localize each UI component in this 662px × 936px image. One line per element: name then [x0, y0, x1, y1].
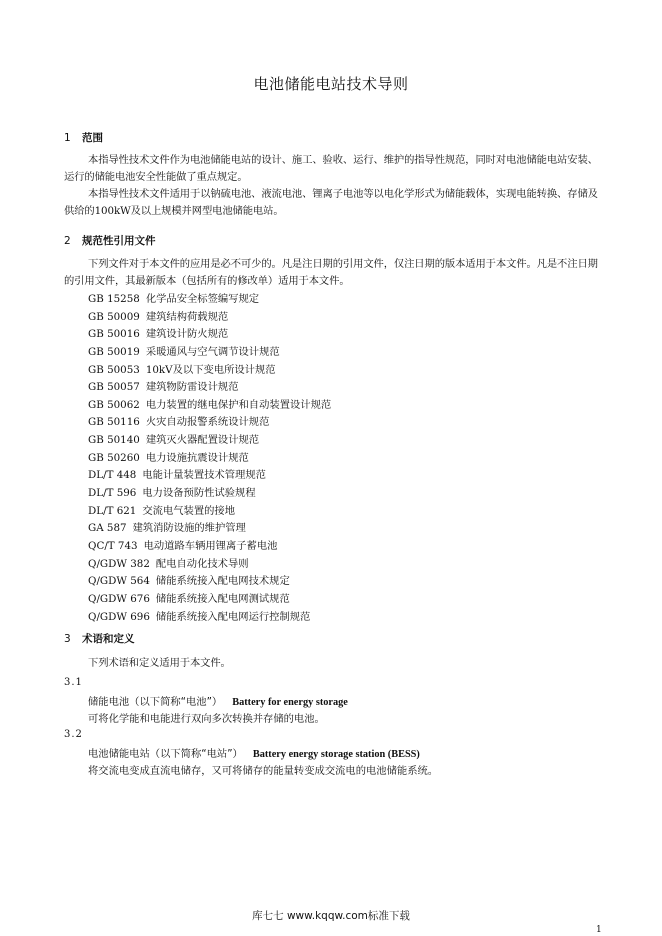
section-number: 3 [64, 633, 71, 645]
standard-code: QC/T 743 [88, 539, 138, 552]
standard-name: 化学品安全标签编写规定 [145, 293, 260, 305]
standard-name: 交流电气装置的接地 [142, 504, 236, 517]
list-item [88, 450, 331, 468]
standard-code: DL/T 448 [88, 469, 137, 482]
standard-name: 电力设施抗震设计规范 [145, 451, 249, 464]
list-item [88, 397, 331, 415]
standard-code: GB 50009 [88, 310, 140, 323]
section-title: 术语和定义 [82, 633, 135, 645]
standard-code: Q/GDW 382 [88, 557, 150, 570]
section-title: 规范性引用文件 [82, 235, 156, 247]
standard-name: 储能系统接入配电网技术规定 [155, 575, 290, 588]
standard-code: GA 587 [88, 522, 127, 535]
standard-code: GB 50062 [88, 398, 140, 411]
standard-name: 配电自动化技术导则 [155, 557, 249, 570]
standards-list [88, 291, 331, 626]
list-item [88, 467, 331, 485]
term-definition: 可将化学能和电能进行双向多次转换并存储的电池。 [88, 713, 325, 725]
section-number: 1 [64, 132, 71, 144]
list-item [88, 326, 331, 344]
standard-name: 建筑物防雷设计规范 [145, 381, 239, 394]
standard-code: Q/GDW 676 [88, 592, 150, 605]
standard-code: GB 15258 [88, 293, 140, 305]
list-item [88, 362, 331, 380]
list-item [88, 609, 331, 627]
list-item [88, 485, 331, 503]
page-number: 1 [596, 925, 602, 935]
clause-number: 3.2 [64, 729, 83, 740]
list-item [88, 591, 331, 609]
standard-name: 电动道路车辆用锂离子蓄电池 [143, 539, 278, 552]
standard-name: 电能计量装置技术管理规范 [142, 469, 266, 482]
list-item [88, 503, 331, 521]
list-item [88, 414, 331, 432]
term-entry [88, 693, 348, 708]
scope-paragraph-2: 本指导性技术文件适用于以钠硫电池、液流电池、锂离子电池等以电化学形式为储能载体，实现电能转换、存储及供给的100kW及以上规模并网型电池储能电站。 [64, 188, 598, 217]
clause-number: 3.1 [64, 677, 83, 688]
standard-name: 建筑灭火器配置设计规范 [145, 434, 260, 447]
list-item [88, 432, 331, 450]
standard-code: GB 50016 [88, 328, 140, 341]
standard-name: 电力设备预防性试验规程 [142, 487, 256, 500]
footer-watermark-text: 库七七 www.kqqw.com标准下载 [252, 910, 410, 922]
standard-code: Q/GDW 564 [88, 575, 150, 588]
list-item [88, 520, 331, 538]
references-intro: 下列文件对于本文件的应用是必不可少的。凡是注日期的引用文件，仅注日期的版本适用于本文件。凡是不注日期的引用文件，其最新版本（包括所有的修改单）适用于本文件。 [64, 258, 598, 287]
standard-name: 火灾自动报警系统设计规范 [145, 416, 270, 429]
list-item [88, 538, 331, 556]
section-heading-terms [64, 631, 135, 646]
section-number: 2 [64, 235, 71, 247]
standard-code: GB 50140 [88, 434, 140, 447]
standard-code: GB 50116 [88, 416, 140, 429]
term-english: Battery energy storage station (BESS) [252, 749, 420, 760]
standard-name: 储能系统接入配电网测试规范 [155, 592, 290, 605]
terms-intro: 下列术语和定义适用于本文件。 [88, 657, 231, 669]
standard-code: Q/GDW 696 [88, 610, 150, 623]
standard-code: GB 50053 [88, 363, 140, 376]
list-item [88, 556, 331, 574]
standard-name: 10kV及以下变电所设计规范 [145, 363, 276, 376]
standard-name: 建筑设计防火规范 [145, 328, 229, 341]
standard-code: GB 50019 [88, 345, 140, 358]
standard-code: DL/T 621 [88, 504, 137, 517]
standard-name: 建筑结构荷载规范 [145, 310, 229, 323]
term-entry [88, 745, 420, 760]
standard-name: 储能系统接入配电网运行控制规范 [155, 610, 311, 623]
term-chinese: 电池储能电站（以下简称“电站”） [88, 748, 243, 760]
list-item [88, 573, 331, 591]
standard-name: 建筑消防设施的维护管理 [132, 522, 246, 535]
standard-code: GB 50057 [88, 381, 140, 394]
document-title: 电池储能电站技术导则 [253, 75, 409, 93]
list-item [88, 344, 331, 362]
standard-name: 电力装置的继电保护和自动装置设计规范 [145, 398, 332, 411]
list-item [88, 379, 331, 397]
section-title: 范围 [82, 132, 103, 144]
standard-code: GB 50260 [88, 451, 140, 464]
term-english: Battery for energy storage [232, 697, 348, 708]
scope-paragraph-1: 本指导性技术文件作为电池储能电站的设计、施工、验收、运行、维护的指导性规范，同时对电池储能电站安装、运行的储能电池安全性能做了重点规定。 [64, 154, 598, 183]
standard-name: 采暖通风与空气调节设计规范 [145, 345, 280, 358]
list-item [88, 309, 331, 327]
standard-code: DL/T 596 [88, 487, 137, 500]
term-chinese: 储能电池（以下简称“电池”） [88, 696, 223, 708]
term-definition: 将交流电变成直流电储存，又可将储存的能量转变成交流电的电池储能系统。 [88, 765, 439, 777]
list-item [88, 291, 331, 309]
section-heading-references [64, 233, 156, 248]
section-heading-scope [64, 130, 103, 145]
